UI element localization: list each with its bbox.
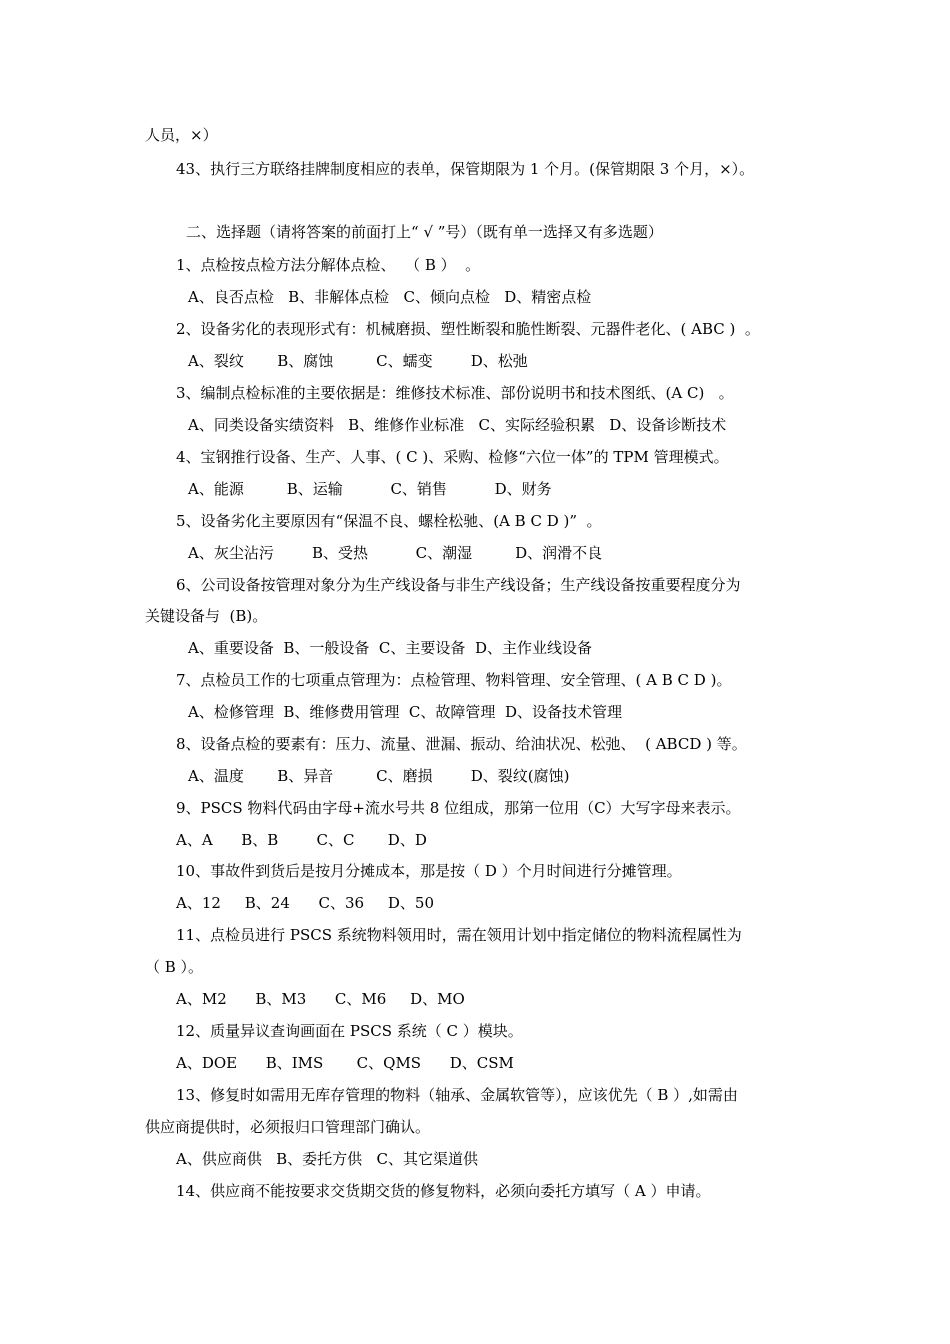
answer-options: A、供应商供 B、委托方供 C、其它渠道供: [176, 1150, 478, 1168]
question-text: 12、质量异议查询画面在 PSCS 系统（ C ）模块。: [176, 1022, 523, 1040]
answer-options: A、灰尘沾污 B、受热 C、潮湿 D、润滑不良: [188, 544, 603, 562]
answer-options: A、温度 B、异音 C、磨损 D、裂纹(腐蚀): [188, 767, 570, 785]
section-heading: 二、选择题（请将答案的前面打上“ √ ”号）（既有单一选择又有多选题）: [186, 223, 663, 241]
question-text: 5、设备劣化主要原因有“保温不良、螺栓松驰、(A B C D )” 。: [176, 512, 602, 530]
question-text: 3、编制点检标准的主要依据是：维修技术标准、部份说明书和技术图纸、(A C) 。: [176, 384, 734, 402]
question-text: 9、PSCS 物料代码由字母+流水号共 8 位组成，那第一位用（C）大写字母来表示。: [176, 799, 741, 817]
answer-options: A、12 B、24 C、36 D、50: [176, 894, 434, 912]
question-text: 7、点检员工作的七项重点管理为：点检管理、物料管理、安全管理、( A B C D )。: [176, 671, 732, 689]
answer-options: A、M2 B、M3 C、M6 D、MO: [176, 990, 465, 1008]
question-text: 14、供应商不能按要求交货期交货的修复物料，必须向委托方填写（ A ）申请。: [176, 1182, 711, 1200]
answer-options: A、DOE B、IMS C、QMS D、CSM: [176, 1054, 514, 1072]
question-text: （ B ）。: [145, 958, 204, 976]
answer-options: A、良否点检 B、非解体点检 C、倾向点检 D、精密点检: [188, 288, 592, 306]
answer-options: A、能源 B、运输 C、销售 D、财务: [188, 480, 552, 498]
answer-options: A、A B、B C、C D、D: [176, 831, 427, 849]
question-text: 关键设备与 (B)。: [145, 607, 268, 625]
question-text: 10、事故件到货后是按月分摊成本，那是按（ D ）个月时间进行分摊管理。: [176, 862, 682, 880]
question-text: 8、设备点检的要素有：压力、流量、泄漏、振动、给油状况、松弛、 ( ABCD ) 等。: [176, 735, 747, 753]
answer-options: A、重要设备 B、一般设备 C、主要设备 D、主作业线设备: [188, 639, 592, 657]
question-text: 供应商提供时，必须报归口管理部门确认。: [145, 1118, 431, 1136]
text-line: 人员，×）: [145, 126, 218, 144]
question-text: 6、公司设备按管理对象分为生产线设备与非生产线设备；生产线设备按重要程度分为: [176, 576, 741, 594]
text-line: 43、执行三方联络挂牌制度相应的表单，保管期限为 1 个月。(保管期限 3 个月，×）。: [176, 160, 755, 178]
question-text: 1、点检按点检方法分解体点检、 （ B ） 。: [176, 256, 481, 274]
question-text: 11、点检员进行 PSCS 系统物料领用时，需在领用计划中指定储位的物料流程属性为: [176, 926, 742, 944]
answer-options: A、同类设备实绩资料 B、维修作业标准 C、实际经验积累 D、设备诊断技术: [188, 416, 727, 434]
answer-options: A、裂纹 B、腐蚀 C、蠕变 D、松弛: [188, 352, 528, 370]
question-text: 4、宝钢推行设备、生产、人事、( C )、采购、检修“六位一体”的 TPM 管理模式。: [176, 448, 729, 466]
question-text: 13、修复时如需用无库存管理的物料（轴承、金属软管等），应该优先（ B ）,如需由: [176, 1086, 738, 1104]
question-text: 2、设备劣化的表现形式有：机械磨损、塑性断裂和脆性断裂、元器件老化、( ABC ) 。: [176, 320, 760, 338]
answer-options: A、检修管理 B、维修费用管理 C、故障管理 D、设备技术管理: [188, 703, 622, 721]
